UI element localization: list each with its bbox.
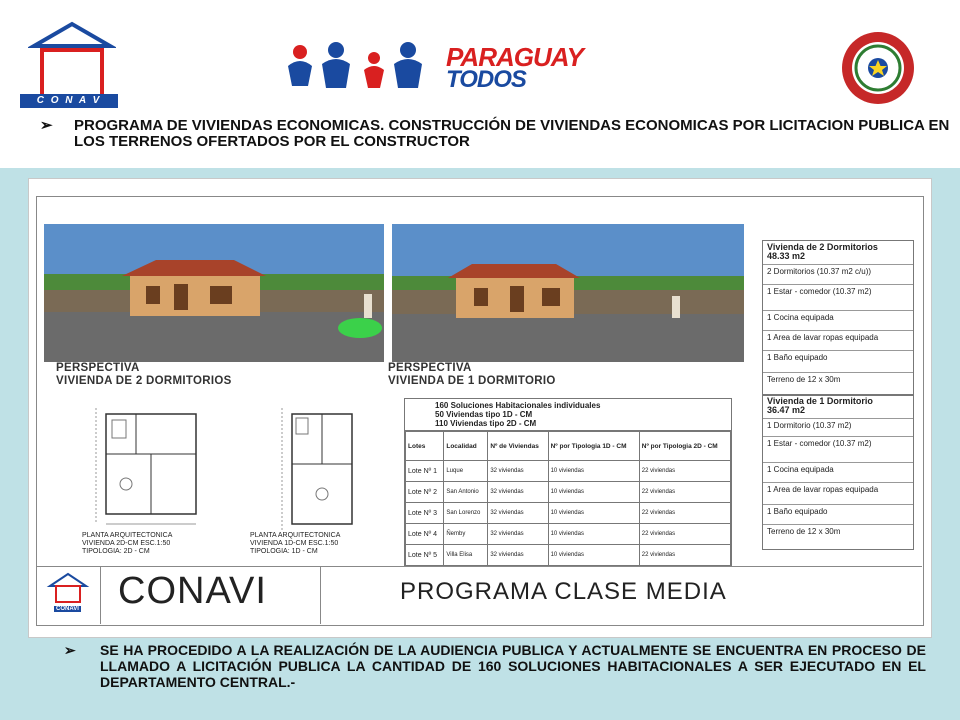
spec1-item: 1 Dormitorio (10.37 m2) [763, 419, 913, 437]
footer-logo-box [36, 566, 101, 624]
col-viviendas: Nº de Viviendas [488, 432, 548, 461]
table-head-1: 160 Soluciones Habitacionales individuales [435, 401, 601, 410]
plan1-l2: VIVIENDA 2D-CM ESC.1:50 [82, 540, 171, 547]
spec2-item: 1 Estar - comedor (10.37 m2) [763, 285, 913, 311]
perspective-1-bedroom-image [392, 224, 744, 362]
plan2-label [250, 532, 340, 556]
spec1-item: 1 Cocina equipada [763, 463, 913, 483]
cell: Luque [444, 461, 488, 482]
col-1d: Nº por Tipologia 1D - CM [548, 432, 639, 461]
plan1-l1: PLANTA ARQUITECTONICA [82, 532, 173, 539]
col-2d: Nº por Tipologia 2D - CM [639, 432, 730, 461]
perspective-1-caption-1: PERSPECTIVA [388, 362, 472, 374]
table-head-2: 50 Viviendas tipo 1D - CM [435, 410, 533, 419]
cell: 10 viviendas [548, 545, 639, 566]
cell: Lote Nº 5 [406, 545, 444, 566]
table-row [406, 482, 731, 503]
conav-logo-bar: C O N A V [20, 94, 118, 108]
col-lotes: Lotes [406, 432, 444, 461]
spec1-item: 1 Estar - comedor (10.37 m2) [763, 437, 913, 463]
cell: 10 viviendas [548, 461, 639, 482]
cell: 32 viviendas [488, 503, 548, 524]
spec1-title: Vivienda de 1 Dormitorio [767, 396, 873, 406]
plan2-l2: VIVIENDA 1D-CM ESC.1:50 [250, 540, 339, 547]
spec2-item: 1 Cocina equipada [763, 311, 913, 331]
spec2-item: 2 Dormitorios (10.37 m2 c/u)) [763, 265, 913, 285]
brand-paraguay: PARAGUAY [446, 42, 583, 72]
plan1-label [82, 532, 172, 556]
cell: Lote Nº 2 [406, 482, 444, 503]
table-row [406, 503, 731, 524]
cell: 32 viviendas [488, 482, 548, 503]
cell: 32 viviendas [488, 461, 548, 482]
plan2-l1: PLANTA ARQUITECTONICA [250, 532, 341, 539]
spec2-item: 1 Area de lavar ropas equipada [763, 331, 913, 351]
family-figures-icon [278, 40, 438, 92]
perspective-2-bedroom-image [44, 224, 384, 362]
cell: 10 viviendas [548, 503, 639, 524]
spec2-title: Vivienda de 2 Dormitorios [767, 242, 878, 252]
spec1-area: 36.47 m2 [767, 405, 806, 415]
spec2-item: 1 Baño equipado [763, 351, 913, 373]
bullet-arrow-icon: ➢ [40, 117, 53, 134]
perspective-2-caption-1: PERSPECTIVA [56, 362, 140, 374]
brand-todos: TODOS [446, 66, 526, 93]
bullet-arrow-icon: ➢ [64, 642, 76, 658]
cell: Lote Nº 4 [406, 524, 444, 545]
floor-plan-1d [252, 404, 372, 536]
cell: 22 viviendas [639, 545, 730, 566]
cell: 22 viviendas [639, 503, 730, 524]
audiencia-text: SE HA PROCEDIDO A LA REALIZACIÓN DE LA AUDIENCIA PUBLICA Y ACTUALMENTE SE ENCUENTRA EN PROCESO DE LLAMADO A LICITACIÓN PUBLICA LA CANTIDAD DE 160 SOLUCIONES HABITACIONALES A SER EJECUTADO EN EL DEPARTAMENTO CENTRAL.- [100, 642, 926, 690]
plan2-l3: TIPOLOGIA: 1D - CM [250, 548, 318, 555]
cell: 32 viviendas [488, 524, 548, 545]
spec2-item: Terreno de 12 x 30m [767, 375, 841, 384]
perspective-1-caption-2: VIVIENDA DE 1 DORMITORIO [388, 375, 556, 387]
cell: Lote Nº 3 [406, 503, 444, 524]
seal-icon [840, 30, 916, 106]
footer-divider [320, 566, 321, 624]
perspective-2-caption-2: VIVIENDA DE 2 DORMITORIOS [56, 375, 232, 387]
lots-table [405, 431, 731, 566]
conavi-house-icon [36, 566, 100, 606]
cell: San Lorenzo [444, 503, 488, 524]
republica-seal [840, 30, 916, 106]
cell: 22 viviendas [639, 482, 730, 503]
table-row [406, 545, 731, 566]
cell: Lote Nº 1 [406, 461, 444, 482]
cell: 32 viviendas [488, 545, 548, 566]
cell: 10 viviendas [548, 524, 639, 545]
cell: Villa Elisa [444, 545, 488, 566]
spec2-area: 48.33 m2 [767, 251, 806, 261]
spec1-item: Terreno de 12 x 30m [767, 527, 841, 536]
cell: 10 viviendas [548, 482, 639, 503]
spec1-item: 1 Baño equipado [763, 505, 913, 525]
table-row [406, 461, 731, 482]
col-localidad: Localidad [444, 432, 488, 461]
cell: San Antonio [444, 482, 488, 503]
footer-logo-text: CONAVI [56, 606, 79, 612]
table-head-3: 110 Viviendas tipo 2D - CM [435, 419, 537, 428]
floor-plan-2d [86, 404, 206, 532]
program-title: PROGRAMA DE VIVIENDAS ECONOMICAS. CONSTRUCCIÓN DE VIVIENDAS ECONOMICAS POR LICITACION PUBLICA EN LOS TERRENOS OFERTADOS POR EL CONSTRUCTOR [74, 117, 950, 150]
cell: 22 viviendas [639, 461, 730, 482]
paraguay-todos-logo [278, 40, 638, 92]
table-row [406, 524, 731, 545]
lots-table-container [404, 398, 732, 567]
spec-2-bedroom [762, 240, 914, 396]
footer-conavi: CONAVI [118, 570, 267, 612]
spec-1-bedroom [762, 394, 914, 550]
plan1-l3: TIPOLOGIA: 2D - CM [82, 548, 150, 555]
spec1-item: 1 Area de lavar ropas equipada [763, 483, 913, 505]
footer-program: PROGRAMA CLASE MEDIA [400, 578, 727, 605]
cell: 22 viviendas [639, 524, 730, 545]
cell: Ñemby [444, 524, 488, 545]
